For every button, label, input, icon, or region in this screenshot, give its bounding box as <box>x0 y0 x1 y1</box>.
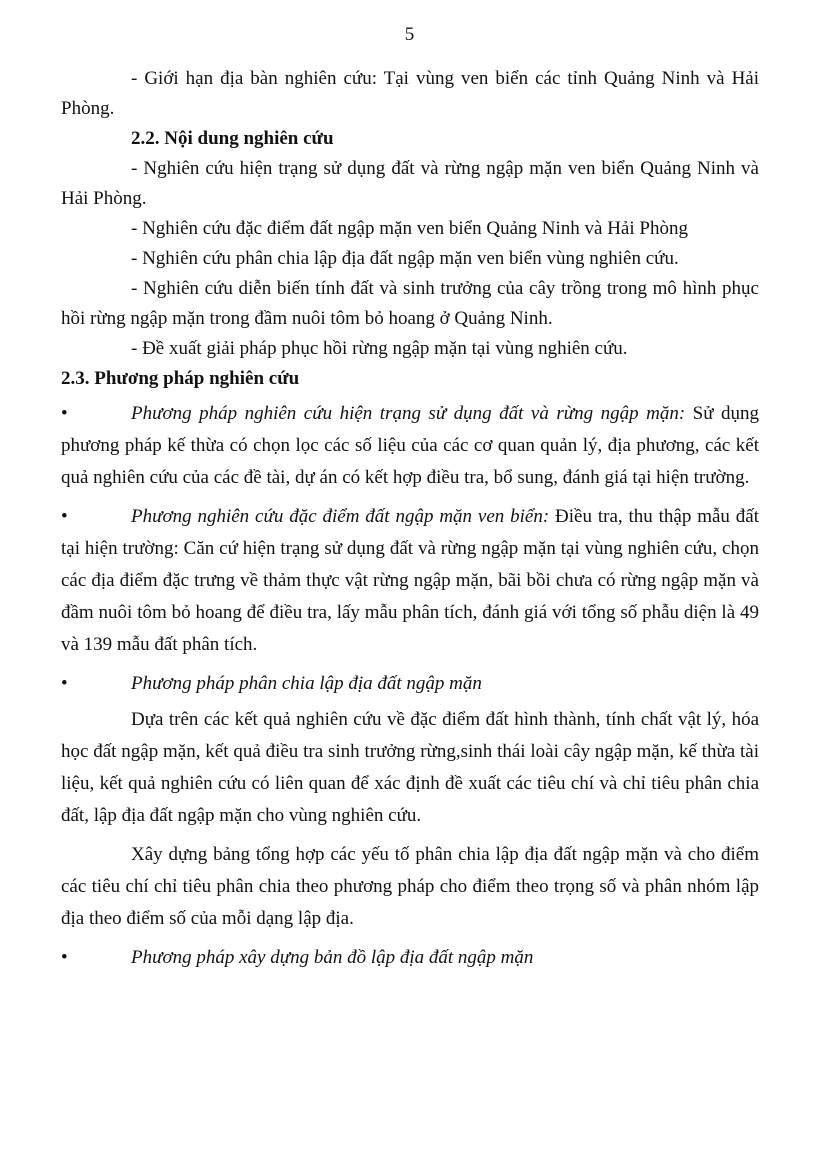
method-item-body <box>61 942 759 974</box>
method-item-4 <box>61 942 759 974</box>
page-number: 5 <box>404 24 415 45</box>
method-title: Phương pháp nghiên cứu hiện trạng sử dụng đất và rừng ngập mặn: <box>131 403 686 424</box>
method-title: Phương pháp phân chia lập địa đất ngập mặn <box>131 673 482 694</box>
method-item-body <box>61 668 759 700</box>
method-item-1 <box>61 398 759 494</box>
content-item-3: - Nghiên cứu phân chia lập địa đất ngập mặn ven biển vùng nghiên cứu. <box>131 248 679 269</box>
bullet-icon: • <box>61 673 68 694</box>
method-title: Phương nghiên cứu đặc điểm đất ngập mặn ven biển: <box>131 506 550 527</box>
method-item-body <box>61 398 759 494</box>
method-title: Phương pháp xây dựng bản đồ lập địa đất ngập mặn <box>131 947 534 968</box>
method-text: Sử dụng phương pháp kế thừa có chọn lọc các số liệu của các cơ quan quản lý, địa phương, các kết quả nghiên cứu của các đề tài, dự án có kết hợp điều tra, bổ sung, đánh giá tại hiện trường. <box>61 403 759 488</box>
method-3-paragraph-1: Dựa trên các kết quả nghiên cứu về đặc điểm đất hình thành, tính chất vật lý, hóa học đất ngập mặn, kết quả điều tra sinh trưởng rừng,sinh thái loài cây ngập mặn, kế thừa tài liệu, kết quả nghiên cứu có liên quan để xác định đề xuất các tiêu chí và chỉ tiêu phân chia đất, lập địa đất ngập mặn cho vùng nghiên cứu. <box>61 709 759 826</box>
method-item-body <box>61 501 759 661</box>
section-2-2-heading: 2.2. Nội dung nghiên cứu <box>131 128 334 149</box>
content-item-5: - Đề xuất giải pháp phục hồi rừng ngập mặn tại vùng nghiên cứu. <box>131 338 628 359</box>
bullet-icon: • <box>61 506 68 527</box>
method-3-paragraph-2: Xây dựng bảng tổng hợp các yếu tố phân chia lập địa đất ngập mặn và cho điểm các tiêu chí chỉ tiêu phân chia theo phương pháp cho điểm theo trọng số và phân nhóm lập địa theo điểm số của mỗi dạng lập địa. <box>61 844 759 929</box>
bullet-icon: • <box>61 947 68 968</box>
content-item-4: - Nghiên cứu diễn biến tính đất và sinh trưởng của cây trồng trong mô hình phục hồi rừng ngập mặn trong đầm nuôi tôm bỏ hoang ở Quảng Ninh. <box>61 278 759 329</box>
content-item-1: - Nghiên cứu hiện trạng sử dụng đất và rừng ngập mặn ven biển Quảng Ninh và Hải Phòng. <box>61 158 759 209</box>
method-item-2 <box>61 501 759 661</box>
method-text: Điều tra, thu thập mẫu đất tại hiện trường: Căn cứ hiện trạng sử dụng đất và rừng ngập mặn tại vùng nghiên cứu, chọn các địa điểm đặc trưng về thảm thực vật rừng ngập mặn, bãi bồi chưa có rừng ngập mặn và đầm nuôi tôm bỏ hoang để điều tra, lấy mẫu phân tích, đánh giá với tổng số phẫu diện là 49 và 139 mẫu đất phân tích. <box>61 506 759 655</box>
paragraph-scope: - Giới hạn địa bàn nghiên cứu: Tại vùng ven biển các tỉnh Quảng Ninh và Hải Phòng. <box>61 68 759 119</box>
bullet-icon: • <box>61 403 68 424</box>
method-item-3 <box>61 668 759 700</box>
content-item-2: - Nghiên cứu đặc điểm đất ngập mặn ven biển Quảng Ninh và Hải Phòng <box>131 218 688 239</box>
section-2-3-heading: 2.3. Phương pháp nghiên cứu <box>61 368 300 389</box>
document-body <box>61 64 759 974</box>
